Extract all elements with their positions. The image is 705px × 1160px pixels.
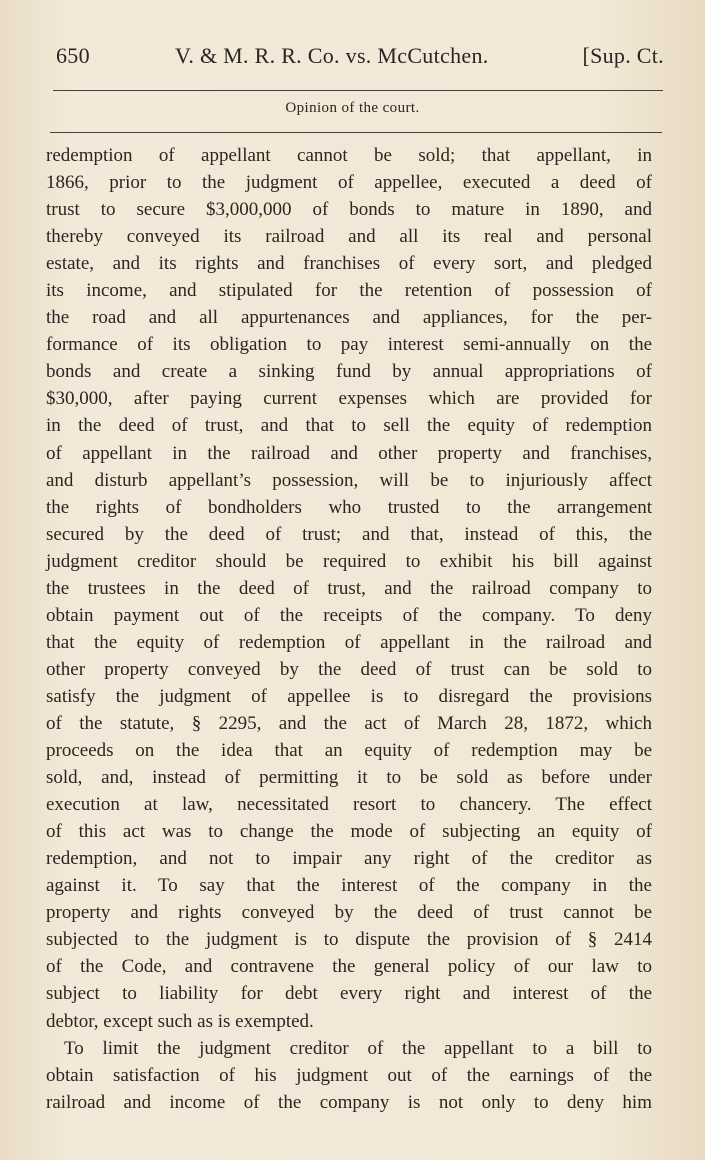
text-line: execution at law, necessitated resort to chancery. The effect: [46, 794, 652, 816]
section-label: Opinion of the court.: [285, 100, 420, 116]
text-line: estate, and its rights and franchises of every sort, and pledged: [46, 253, 652, 275]
text-line: judgment creditor should be required to exhibit his bill against: [46, 550, 652, 572]
text-line: the trustees in the deed of trust, and the railroad company to: [46, 577, 652, 599]
running-title: V. & M. R. R. Co. vs. McCutchen.: [175, 43, 489, 68]
text-line: other property conveyed by the deed of trust can be sold to: [46, 658, 652, 680]
text-line: formance of its obligation to pay interest semi-annually on the: [46, 334, 652, 356]
text-line: bonds and create a sinking fund by annual appropriations of: [46, 361, 652, 383]
text-line: of appellant in the railroad and other property and franchises,: [46, 442, 652, 464]
text-line: of the Code, and contravene the general policy of our law to: [46, 956, 652, 978]
text-line: trust to secure $3,000,000 of bonds to mature in 1890, and: [46, 199, 652, 221]
court-label: [Sup. Ct.: [582, 43, 664, 68]
text-line: and disturb appellant’s possession, will be to injuriously affect: [46, 469, 652, 491]
text-line-paragraph-end: debtor, except such as is exempted.: [46, 1010, 314, 1032]
text-line: its income, and stipulated for the retention of possession of: [46, 280, 652, 302]
text-line: subjected to the judgment is to dispute the provision of § 2414: [46, 929, 652, 951]
text-line: secured by the deed of trust; and that, instead of this, the: [46, 523, 652, 545]
text-line: the rights of bondholders who trusted to the arrangement: [46, 496, 652, 518]
text-line: subject to liability for debt every right and interest of the: [46, 983, 652, 1005]
page-number: 650: [56, 43, 90, 68]
opinion-text: [46, 142, 652, 1116]
running-header: [56, 43, 664, 75]
header-rule: [53, 90, 663, 91]
text-line: proceeds on the idea that an equity of redemption may be: [46, 740, 652, 762]
text-line: that the equity of redemption of appellant in the railroad and: [46, 631, 652, 653]
text-line: $30,000, after paying current expenses which are provided for: [46, 388, 652, 410]
text-line: against it. To say that the interest of the company in the: [46, 875, 652, 897]
text-line: in the deed of trust, and that to sell the equity of redemption: [46, 415, 652, 437]
text-line: of the statute, § 2295, and the act of March 28, 1872, which: [46, 712, 652, 734]
text-line: satisfy the judgment of appellee is to disregard the provisions: [46, 685, 652, 707]
text-line: obtain satisfaction of his judgment out of the earnings of the: [46, 1064, 652, 1086]
text-line: thereby conveyed its railroad and all its real and personal: [46, 226, 652, 248]
text-line: redemption, and not to impair any right of the creditor as: [46, 848, 652, 870]
text-line: sold, and, instead of permitting it to be sold as before under: [46, 767, 652, 789]
text-line: property and rights conveyed by the deed of trust cannot be: [46, 902, 652, 924]
section-rule: [50, 132, 662, 133]
text-line: the road and all appurtenances and appliances, for the per-: [46, 307, 652, 329]
text-line: redemption of appellant cannot be sold; that appellant, in: [46, 145, 652, 166]
text-line-paragraph-start: To limit the judgment creditor of the appellant to a bill to: [64, 1037, 652, 1059]
text-line: 1866, prior to the judgment of appellee, executed a deed of: [46, 172, 652, 194]
text-line: obtain payment out of the receipts of the company. To deny: [46, 604, 652, 626]
text-line: of this act was to change the mode of subjecting an equity of: [46, 821, 652, 843]
text-line: railroad and income of the company is not only to deny him: [46, 1091, 652, 1113]
